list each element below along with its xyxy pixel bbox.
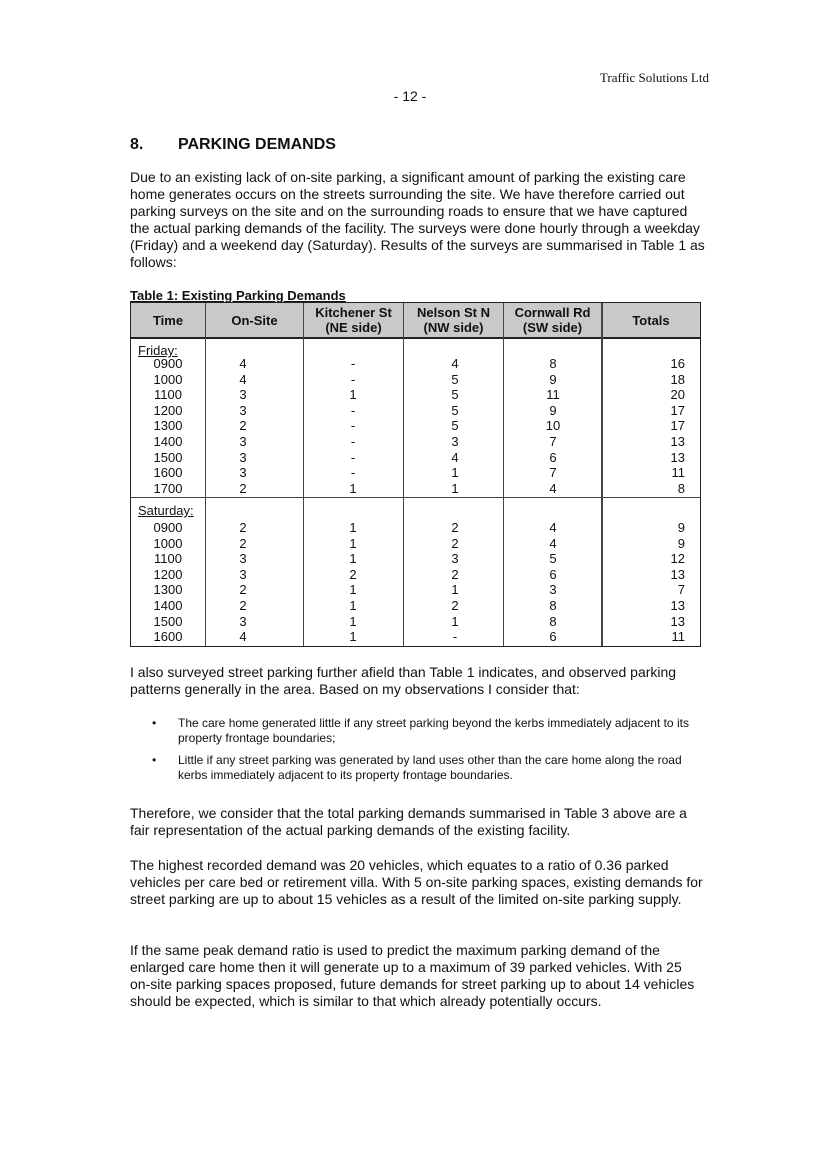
cell-cornwall: 11 [546,387,560,403]
cell-cornwall: 6 [549,449,557,465]
cell-kitchener: 1 [349,387,357,403]
cell-time: 0900 [153,520,183,535]
cell-kitchener: 1 [349,535,357,551]
cell-nelson: 4 [451,356,459,371]
cell-nelson: 2 [451,598,459,613]
header-nelson [404,303,503,337]
cell-onsite: 3 [239,613,247,629]
cell-time: 1100 [154,551,182,567]
intro-paragraph: Due to an existing lack of on-site parking, a significant amount of parking the existing care home generates occurs on the streets surrounding the site. We have therefore carried out parking surveys on the site and on the surrounding roads to ensure that we have captured the actual parking demands of the facility. The surveys were done hourly through a weekday (Friday) and a weekend day (Saturday). Results of the surveys are summarised in Table 1 as follows: [130,169,705,270]
list-item-text: Little if any street parking was generated by land uses other than the care home along the road kerbs immediately adjacent to its property frontage boundaries. [178,753,682,782]
company-name: Traffic Solutions Ltd [599,70,709,85]
cell-kitchener: 1 [349,520,357,535]
cell-time: 1300 [153,418,183,434]
cell-onsite: 4 [239,629,247,645]
cell-total: 13 [670,613,685,629]
group-divider [131,497,700,498]
cell-kitchener: 1 [349,551,357,567]
highest-demand-paragraph: The highest recorded demand was 20 vehicles, which equates to a ratio of 0.36 parked vehicles per care bed or retirement villa. With 5 on-site parking spaces, existing demands for street parking are up to about 15 vehicles as a result of the limited on-site parking supply. [130,857,703,907]
cell-nelson: 3 [451,551,459,567]
table-row [131,536,700,551]
cell-cornwall: 7 [549,434,557,449]
cell-onsite: 4 [239,371,247,387]
list-item [148,716,708,746]
list-item-text: The care home generated little if any street parking beyond the kerbs immediately adjacent to its property frontage boundaries; [178,716,689,745]
table-row [131,614,700,629]
cell-nelson: 2 [451,520,459,535]
table-caption: Table 1: Existing Parking Demands [130,288,346,303]
cell-nelson: - [452,629,458,645]
table-row [131,418,700,433]
cell-total: 16 [670,356,685,371]
cell-time: 1700 [153,480,183,496]
friday-label: Friday: [138,343,178,358]
header-kitchener-line2: (NE side) [325,320,382,335]
bullet-icon: • [152,753,157,767]
cell-onsite: 2 [239,480,247,496]
saturday-label: Saturday: [138,503,194,518]
cell-cornwall: 5 [549,551,557,567]
cell-time: 1400 [153,434,183,449]
cell-cornwall: 6 [549,566,557,582]
cell-cornwall: 4 [549,535,557,551]
cell-cornwall: 4 [549,520,557,535]
cell-cornwall: 8 [549,613,557,629]
cell-total: 13 [670,566,685,582]
cell-nelson: 5 [451,371,459,387]
table-row [131,598,700,613]
cell-time: 1500 [153,613,183,629]
parking-demand-table [130,302,701,647]
cell-cornwall: 10 [545,418,561,434]
cell-nelson: 5 [451,418,459,434]
table-row [131,356,700,371]
cell-total: 13 [670,449,685,465]
cell-time: 1000 [153,535,183,551]
table-row [131,387,700,402]
cell-nelson: 1 [451,480,459,496]
cell-time: 0900 [153,356,183,371]
cell-onsite: 3 [239,566,247,582]
cell-nelson: 1 [451,465,459,481]
cell-kitchener: 2 [349,566,357,582]
cell-kitchener: - [350,371,356,387]
cell-kitchener: - [350,465,356,481]
header-totals: Totals [632,312,670,328]
cell-onsite: 3 [239,402,247,418]
cell-time: 1600 [153,629,183,645]
cell-nelson: 1 [451,613,459,629]
cell-onsite: 3 [239,465,247,481]
cell-kitchener: 1 [349,582,357,598]
cell-total: 8 [677,480,685,496]
cell-total: 11 [671,629,685,645]
header-kitchener-line1: Kitchener St [315,305,392,320]
cell-onsite: 3 [239,434,247,449]
cell-cornwall: 9 [549,371,557,387]
table-row [131,481,700,496]
cell-total: 18 [670,371,685,387]
cell-onsite: 2 [239,418,247,434]
table-header-row [131,303,700,339]
cell-kitchener: 1 [349,598,357,613]
cell-onsite: 3 [239,551,247,567]
cell-time: 1500 [153,449,183,465]
cell-total: 20 [670,387,685,403]
section-number: 8. [130,136,144,153]
bullet-icon: • [152,716,157,730]
cell-time: 1200 [153,566,183,582]
cell-kitchener: - [350,356,356,371]
cell-kitchener: 1 [349,629,357,645]
header-onsite: On-Site [231,312,278,328]
header-cornwall [504,303,601,337]
cell-kitchener: 1 [349,613,357,629]
table-row [131,520,700,535]
table-row [131,629,700,644]
table-row [131,465,700,480]
header-kitchener [304,303,403,337]
cell-onsite: 2 [239,520,247,535]
cell-kitchener: 1 [349,480,357,496]
header-cornwall-line2: (SW side) [522,320,583,335]
cell-kitchener: - [350,402,356,418]
cell-time: 1000 [153,371,183,387]
cell-total: 13 [670,598,685,613]
cell-nelson: 5 [451,387,459,403]
further-paragraph: I also surveyed street parking further afield than Table 1 indicates, and observed parking patterns generally in the area. Based on my observations I consider that: [130,664,677,697]
cell-kitchener: - [350,434,356,449]
cell-onsite: 3 [239,449,247,465]
header-nelson-line1: Nelson St N [417,305,490,320]
table-row [131,372,700,387]
cell-cornwall: 9 [549,402,557,418]
cell-nelson: 3 [451,434,459,449]
cell-nelson: 2 [451,535,459,551]
cell-total: 9 [677,535,685,551]
cell-cornwall: 8 [549,356,557,371]
cell-onsite: 2 [239,582,247,598]
table-row [131,434,700,449]
cell-cornwall: 3 [549,582,557,598]
cell-total: 9 [677,520,685,535]
cell-time: 1600 [153,465,183,481]
cell-onsite: 4 [239,356,247,371]
cell-time: 1400 [153,598,183,613]
header-cornwall-line1: Cornwall Rd [514,305,591,320]
cell-total: 12 [670,551,685,567]
cell-cornwall: 7 [549,465,557,481]
observation-list [148,716,708,790]
cell-time: 1200 [153,402,183,418]
cell-time: 1300 [153,582,183,598]
cell-nelson: 4 [451,449,459,465]
table-row [131,551,700,566]
table-row [131,567,700,582]
cell-total: 11 [671,465,685,481]
table-row [131,582,700,597]
table-row [131,450,700,465]
cell-cornwall: 8 [549,598,557,613]
cell-kitchener: - [350,418,356,434]
list-item [148,753,708,783]
cell-onsite: 3 [239,387,247,403]
cell-nelson: 1 [451,582,459,598]
cell-nelson: 5 [451,402,459,418]
cell-onsite: 2 [239,535,247,551]
cell-total: 17 [670,402,685,418]
cell-cornwall: 6 [549,629,557,645]
page-number: - 12 - [393,88,427,104]
header-nelson-line2: (NW side) [423,320,484,335]
cell-onsite: 2 [239,598,247,613]
therefore-paragraph: Therefore, we consider that the total parking demands summarised in Table 3 above are a fair representation of the actual parking demands of the existing facility. [130,805,687,838]
cell-kitchener: - [350,449,356,465]
section-heading [130,136,336,154]
cell-total: 13 [670,434,685,449]
cell-total: 17 [670,418,685,434]
table-row [131,403,700,418]
cell-time: 1100 [154,387,182,403]
cell-total: 7 [677,582,685,598]
header-time: Time [152,312,184,328]
cell-cornwall: 4 [549,480,557,496]
peak-ratio-paragraph: If the same peak demand ratio is used to predict the maximum parking demand of the enlarged care home then it will generate up to a maximum of 39 parked vehicles. With 25 on-site parking spaces proposed, future demands for street parking up to about 14 vehicles should be expected, which is similar to that which already potentially occurs. [130,942,695,1009]
section-title: PARKING DEMANDS [178,136,336,153]
cell-nelson: 2 [451,566,459,582]
